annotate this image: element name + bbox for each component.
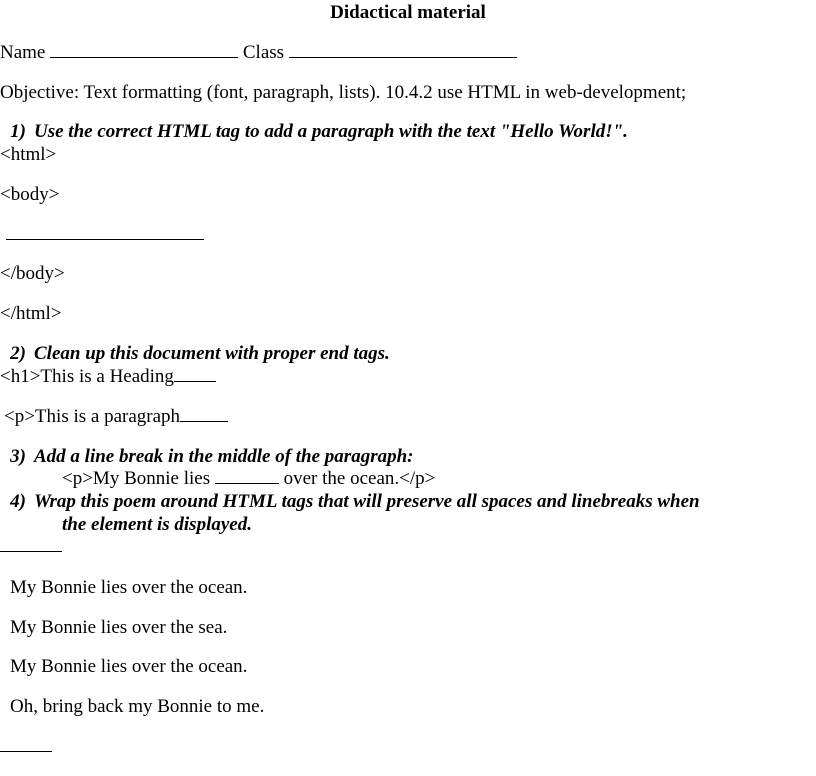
- code-h1: <h1>This is a Heading: [0, 366, 174, 387]
- task-1-text: Use the correct HTML tag to add a paragraph with the text "Hello World!".: [34, 121, 628, 142]
- task-1-number: 1): [10, 121, 26, 142]
- name-blank[interactable]: [50, 42, 238, 58]
- name-label: Name: [0, 42, 46, 63]
- task-1: [0, 121, 628, 143]
- code-bonnie-start: <p>My Bonnie lies: [62, 468, 215, 489]
- code-html-open: <html>: [0, 144, 57, 165]
- p-end-tag-blank[interactable]: [180, 406, 228, 422]
- task-2-number: 2): [10, 343, 26, 364]
- code-p-row: [4, 406, 228, 428]
- poem-open-row: [0, 536, 62, 558]
- objective-text: Objective: Text formatting (font, paragraph, lists). 10.4.2 use HTML in web-development;: [0, 82, 687, 103]
- task-4-text-line1: Wrap this poem around HTML tags that will preserve all spaces and linebreaks when: [34, 491, 700, 512]
- h1-end-tag-blank[interactable]: [174, 366, 216, 382]
- task-4-number: 4): [10, 491, 26, 512]
- poem-line: My Bonnie lies over the sea.: [10, 617, 228, 638]
- task-3-number: 3): [10, 446, 26, 467]
- name-class-row: [0, 42, 517, 64]
- document-title: Didactical material: [330, 2, 486, 23]
- poem-close-tag-blank[interactable]: [0, 736, 52, 752]
- code-p: <p>This is a paragraph: [4, 406, 181, 427]
- poem-line: Oh, bring back my Bonnie to me.: [10, 696, 265, 717]
- task-2-text: Clean up this document with proper end tags.: [34, 343, 390, 364]
- task-1-answer-blank[interactable]: [6, 224, 204, 240]
- code-bonnie-row: [62, 468, 435, 490]
- poem-open-tag-blank[interactable]: [0, 536, 62, 552]
- task-3-text: Add a line break in the middle of the paragraph:: [34, 446, 414, 467]
- class-blank[interactable]: [289, 42, 517, 58]
- code-body-open: <body>: [0, 184, 60, 205]
- code-html-close: </html>: [0, 303, 62, 324]
- code-bonnie-end: over the ocean.</p>: [278, 468, 436, 489]
- code-h1-row: [0, 366, 216, 388]
- task-4-text-line2: the element is displayed.: [62, 514, 252, 535]
- poem-line: My Bonnie lies over the ocean.: [10, 577, 248, 598]
- task-1-answer-row: [6, 224, 204, 246]
- code-body-close: </body>: [0, 263, 65, 284]
- class-label: Class: [242, 42, 285, 63]
- poem-close-row: [0, 736, 52, 758]
- poem-line: My Bonnie lies over the ocean.: [10, 656, 248, 677]
- task-2: [0, 343, 390, 365]
- task-4: [0, 491, 700, 513]
- line-break-blank[interactable]: [215, 468, 279, 484]
- task-3: [0, 446, 414, 468]
